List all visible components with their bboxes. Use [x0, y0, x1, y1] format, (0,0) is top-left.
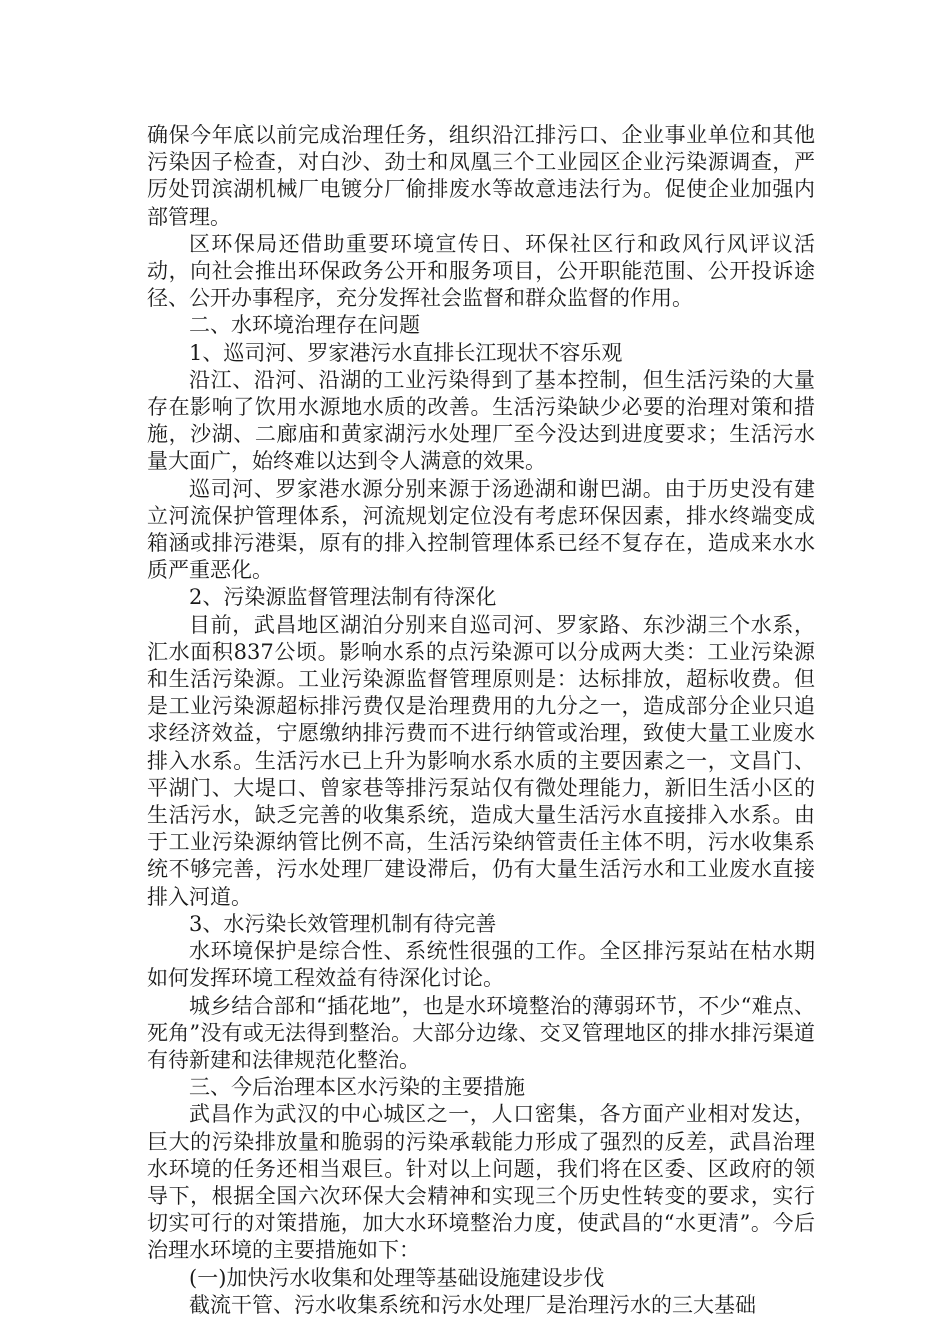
paragraph: 巡司河、罗家港水源分别来源于汤逊湖和谢巴湖。由于历史没有建立河流保护管理体系，河流规划定位没有考虑环保因素，排水终端变成箱涵或排污港渠，原有的排入控制管理体系已经不复存在，造成来水水质严重恶化。	[147, 476, 815, 583]
paragraph: 沿江、沿河、沿湖的工业污染得到了基本控制，但生活污染的大量存在影响了饮用水源地水质的改善。生活污染缺少必要的治理对策和措施，沙湖、二廊庙和黄家湖污水处理厂至今没达到进度要求；生活污水量大面广，始终难以达到令人满意的效果。	[147, 367, 815, 474]
subsection-heading: 1、巡司河、罗家港污水直排长江现状不容乐观	[189, 340, 623, 365]
paragraph: 武昌作为武汉的中心城区之一，人口密集，各方面产业相对发达，巨大的污染排放量和脆弱的污染承载能力形成了强烈的反差，武昌治理水环境的任务还相当艰巨。针对以上问题，我们将在区委、区政府的领导下，根据全国六次环保大会精神和实现三个历史性转变的要求，实行切实可行的对策措施，加大水环境整治力度，使武昌的“水更清”。今后治理水环境的主要措施如下：	[147, 1102, 815, 1263]
paragraph: 截流干管、污水收集系统和污水处理厂是治理污水的三大基础	[189, 1292, 756, 1317]
paragraph: 水环境保护是综合性、系统性很强的工作。全区排污泵站在枯水期如何发挥环境工程效益有待深化讨论。	[147, 939, 815, 991]
section-heading: 三、今后治理本区水污染的主要措施	[189, 1075, 525, 1100]
subsection-heading: 3、水污染长效管理机制有待完善	[189, 911, 497, 936]
section-heading: 二、水环境治理存在问题	[189, 313, 420, 338]
paragraph: 确保今年底以前完成治理任务，组织沿江排污口、企业事业单位和其他污染因子检查，对白沙、劲士和凤凰三个工业园区企业污染源调查，严厉处罚滨湖机械厂电镀分厂偷排废水等故意违法行为。促使企业加强内部管理。	[147, 123, 815, 229]
subsection-heading: 2、污染源监督管理法制有待深化	[189, 585, 497, 610]
paragraph: 目前，武昌地区湖泊分别来自巡司河、罗家路、东沙湖三个水系，汇水面积837公顷。影响水系的点污染源可以分成两大类：工业污染源和生活污染源。工业污染源监督管理原则是：达标排放，超标收费。但是工业污染源超标排污费仅是治理费用的九分之一，造成部分企业只追求经济效益，宁愿缴纳排污费而不进行纳管或治理，致使大量工业废水排入水系。生活污水已上升为影响水系水质的主要因素之一，文昌门、平湖门、大堤口、曾家巷等排污泵站仅有微处理能力，新旧生活小区的生活污水，缺乏完善的收集系统，造成大量生活污水直接排入水系。由于工业污染源纳管比例不高，生活污染纳管责任主体不明，污水收集系统不够完善，污水处理厂建设滞后，仍有大量生活污水和工业废水直接排入河道。	[147, 612, 815, 909]
paragraph: 城乡结合部和“插花地”，也是水环境整治的薄弱环节，不少“难点、死角”没有或无法得到整治。大部分边缘、交叉管理地区的排水排污渠道有待新建和法律规范化整治。	[147, 993, 815, 1072]
document-body	[147, 122, 815, 1319]
subsection-heading: (一)加快污水收集和处理等基础设施建设步伐	[189, 1265, 605, 1290]
paragraph: 区环保局还借助重要环境宣传日、环保社区行和政风行风评议活动，向社会推出环保政务公开和服务项目，公开职能范围、公开投诉途径、公开办事程序，充分发挥社会监督和群众监督的作用。	[147, 231, 815, 311]
